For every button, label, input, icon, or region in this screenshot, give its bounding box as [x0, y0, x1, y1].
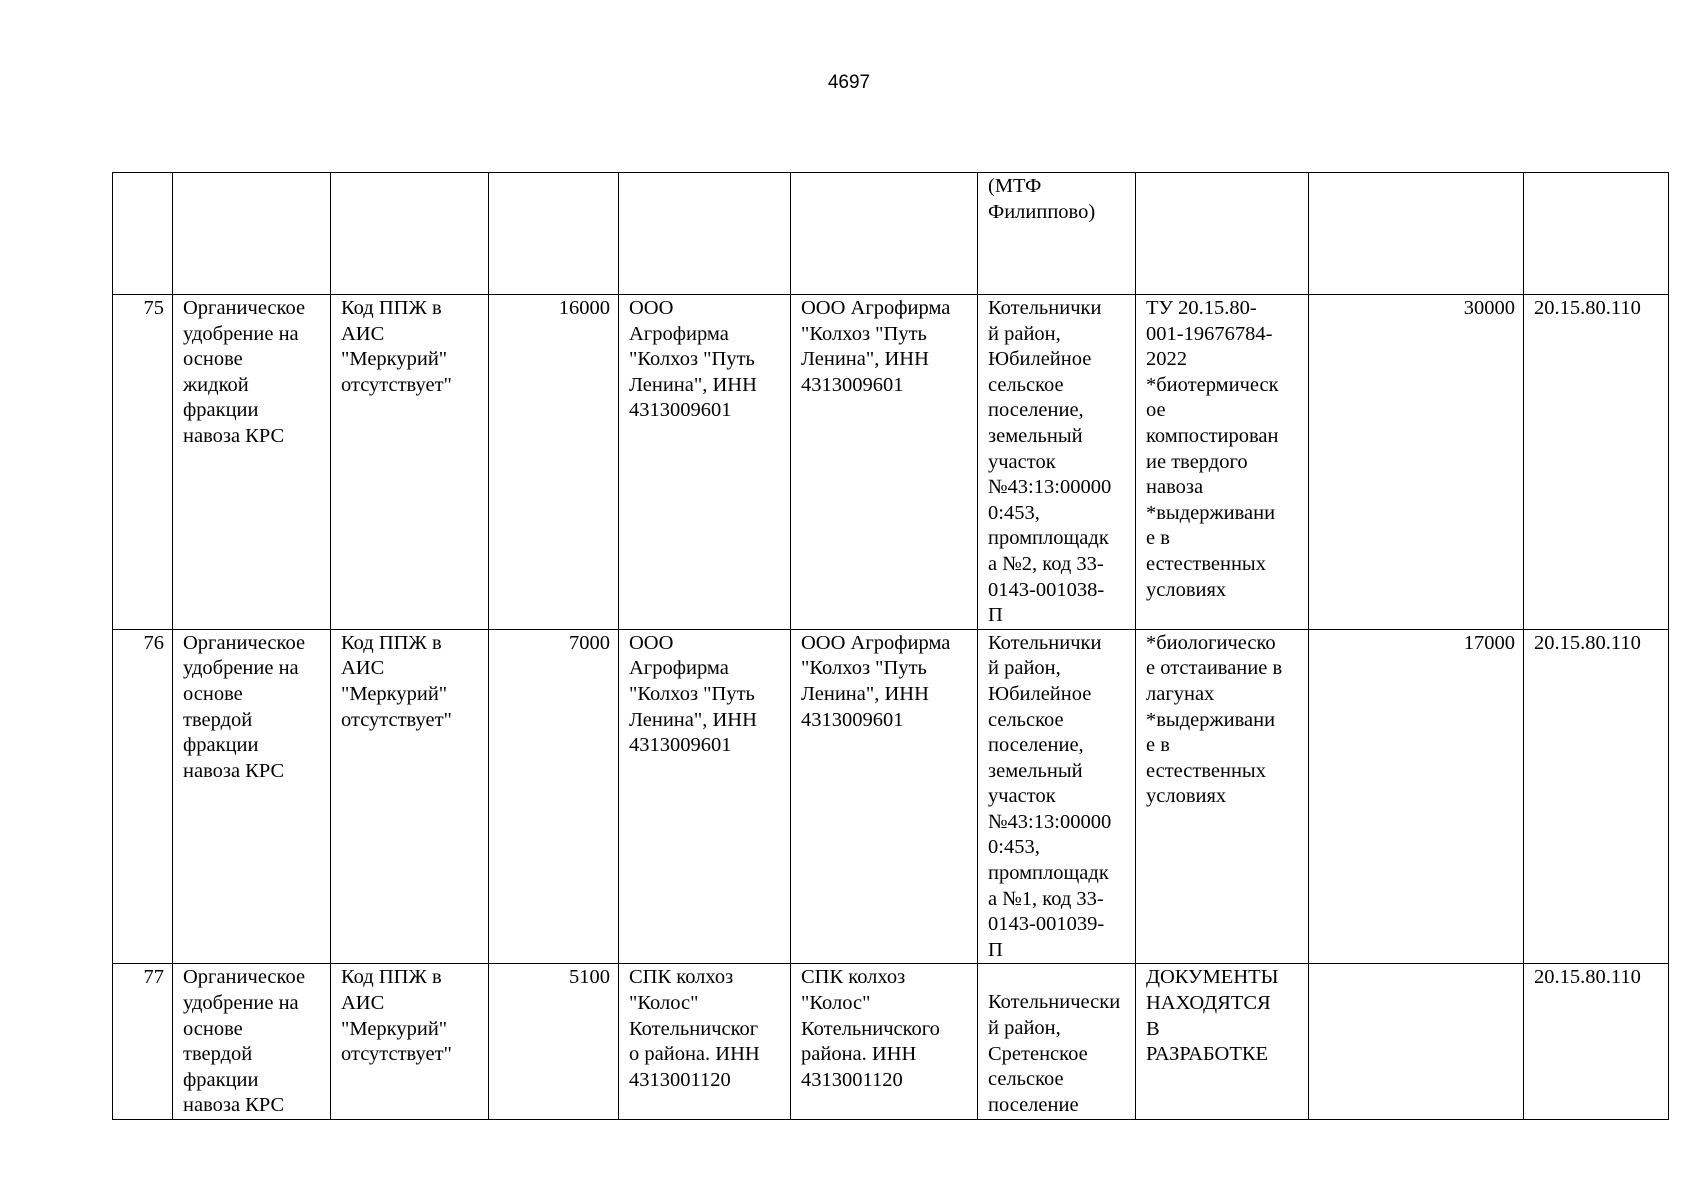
capacity-cell	[1309, 964, 1524, 1120]
owner-cell: ООО Агрофирма "Колхоз "Путь Ленина", ИНН 4313009601	[791, 295, 978, 630]
row-number-cell: 76	[113, 629, 173, 964]
ppzh-code-cell: Код ППЖ в АИС "Меркурий" отсутствует"	[331, 964, 489, 1120]
okpd-code-cell: 20.15.80.110	[1524, 964, 1669, 1120]
register-table	[112, 172, 1669, 1120]
ppzh-code-cell	[331, 173, 489, 295]
producer-cell: ООО Агрофирма "Колхоз "Путь Ленина", ИНН 4313009601	[619, 629, 791, 964]
technology-cell: ДОКУМЕНТЫ НАХОДЯТСЯ В РАЗРАБОТКЕ	[1136, 964, 1309, 1120]
capacity-cell: 17000	[1309, 629, 1524, 964]
row-number-cell: 77	[113, 964, 173, 1120]
location-cell: (МТФ Филиппово)	[978, 173, 1136, 295]
technology-cell: *биологическо е отстаивание в лагунах *выдерживани е в естественных условиях	[1136, 629, 1309, 964]
producer-cell	[619, 173, 791, 295]
capacity-cell: 30000	[1309, 295, 1524, 630]
row-number-cell	[113, 173, 173, 295]
table-row	[113, 964, 1669, 1120]
product-name-cell: Органическое удобрение на основе жидкой фракции навоза КРС	[173, 295, 331, 630]
volume-cell	[489, 173, 619, 295]
table-row	[113, 629, 1669, 964]
okpd-code-cell: 20.15.80.110	[1524, 629, 1669, 964]
page-number: 4697	[827, 72, 871, 93]
ppzh-code-cell: Код ППЖ в АИС "Меркурий" отсутствует"	[331, 629, 489, 964]
owner-cell: СПК колхоз "Колос" Котельничского района. ИНН 4313001120	[791, 964, 978, 1120]
location-cell: Котельнически й район, Сретенское сельское поселение	[978, 964, 1136, 1120]
volume-cell: 16000	[489, 295, 619, 630]
capacity-cell	[1309, 173, 1524, 295]
producer-cell: СПК колхоз "Колос" Котельничског о района. ИНН 4313001120	[619, 964, 791, 1120]
volume-cell: 5100	[489, 964, 619, 1120]
location-cell: Котельнички й район, Юбилейное сельское поселение, земельный участок №43:13:00000 0:453, промплощадк а №1, код 33- 0143-001039- П	[978, 629, 1136, 964]
okpd-code-cell: 20.15.80.110	[1524, 295, 1669, 630]
owner-cell: ООО Агрофирма "Колхоз "Путь Ленина", ИНН 4313009601	[791, 629, 978, 964]
ppzh-code-cell: Код ППЖ в АИС "Меркурий" отсутствует"	[331, 295, 489, 630]
okpd-code-cell	[1524, 173, 1669, 295]
table-row	[113, 295, 1669, 630]
technology-cell	[1136, 173, 1309, 295]
volume-cell: 7000	[489, 629, 619, 964]
row-number-cell: 75	[113, 295, 173, 630]
technology-cell: ТУ 20.15.80- 001-19676784- 2022 *биотермическ ое компостирован ие твердого навоза *выдерживани е в естественных условиях	[1136, 295, 1309, 630]
product-name-cell	[173, 173, 331, 295]
table-row	[113, 173, 1669, 295]
owner-cell	[791, 173, 978, 295]
product-name-cell: Органическое удобрение на основе твердой фракции навоза КРС	[173, 964, 331, 1120]
location-cell: Котельнички й район, Юбилейное сельское поселение, земельный участок №43:13:00000 0:453, промплощадк а №2, код 33- 0143-001038- П	[978, 295, 1136, 630]
product-name-cell: Органическое удобрение на основе твердой фракции навоза КРС	[173, 629, 331, 964]
producer-cell: ООО Агрофирма "Колхоз "Путь Ленина", ИНН 4313009601	[619, 295, 791, 630]
